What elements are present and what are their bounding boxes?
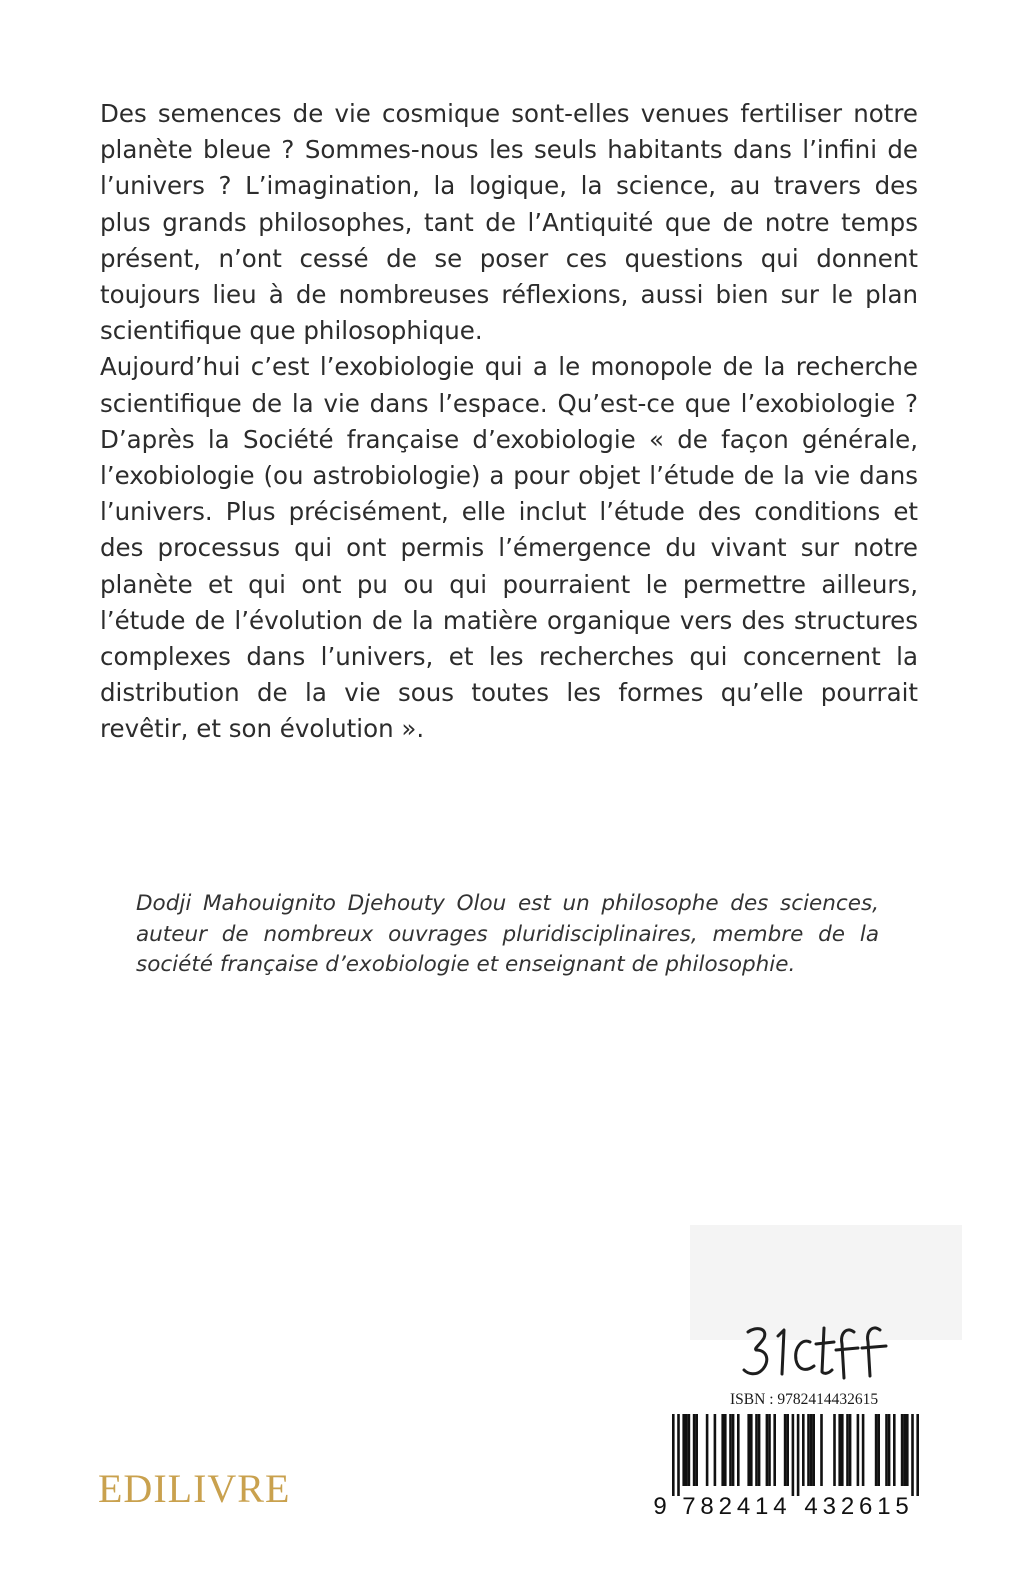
- barcode-bar: [693, 1414, 696, 1486]
- barcode-bar: [721, 1414, 724, 1486]
- barcode-digit: 3: [822, 1493, 836, 1520]
- barcode-bar: [833, 1414, 836, 1486]
- barcode-bar: [862, 1414, 865, 1486]
- barcode-bar: [784, 1414, 787, 1486]
- barcode-digit: 9: [653, 1493, 667, 1520]
- barcode-bar: [672, 1414, 675, 1496]
- barcode-bar: [682, 1414, 685, 1486]
- barcode-bar: [877, 1414, 880, 1486]
- barcode-bar: [885, 1414, 888, 1486]
- barcode-bar: [766, 1414, 769, 1486]
- barcode-bar: [812, 1414, 815, 1486]
- barcode-digit: 1: [877, 1493, 891, 1520]
- barcode-bar: [838, 1414, 841, 1486]
- barcode-bar: [875, 1414, 878, 1486]
- barcode-bar: [685, 1414, 688, 1486]
- barcode-bar: [810, 1414, 813, 1486]
- barcode-bar: [841, 1414, 844, 1486]
- barcode-bar: [737, 1414, 740, 1486]
- barcode-bar: [857, 1414, 860, 1486]
- barcode-bar: [688, 1414, 691, 1486]
- barcode-bar: [906, 1414, 909, 1486]
- barcode-bar: [732, 1414, 735, 1486]
- svg-text:EDILIVRE: EDILIVRE: [98, 1466, 291, 1511]
- barcode-bar: [901, 1414, 904, 1486]
- barcode-bar: [846, 1414, 849, 1486]
- barcode-bar: [706, 1414, 709, 1486]
- barcode-bar: [820, 1414, 823, 1486]
- barcode-bar: [792, 1414, 795, 1496]
- barcode-digit: 5: [895, 1493, 909, 1520]
- barcode-bar: [916, 1414, 919, 1496]
- barcode-digit: 1: [755, 1493, 769, 1520]
- barcode-digit: 4: [773, 1493, 787, 1520]
- barcode-bar: [797, 1414, 800, 1496]
- blurb-paragraph-1: Des semences de vie cosmique sont-elles venues fertiliser notre planète bleue ? Sommes-nous les seuls habitants dans l’infini de l’univers ? L’imagination, la logique, la science, au travers des plus grands philosophes, tant de l’Antiquité que de notre temps présent, n’ont cessé de se poser ces questions qui donnent toujours lieu à de nombreuses réflexions, aussi bien sur le plan scientifique que philosophique.: [100, 99, 918, 346]
- barcode-bar: [911, 1414, 914, 1496]
- barcode-bar: [888, 1414, 891, 1486]
- barcode-digit: 2: [718, 1493, 732, 1520]
- barcode-bar: [893, 1414, 896, 1486]
- barcode-bar: [773, 1414, 776, 1486]
- barcode-bar: [695, 1414, 698, 1486]
- barcode-digit: 7: [682, 1493, 696, 1520]
- barcode-digit: 4: [736, 1493, 751, 1520]
- barcode-bar: [802, 1414, 805, 1486]
- edilivre-logo: [98, 1460, 291, 1516]
- barcode-digit: 6: [859, 1493, 873, 1520]
- barcode: [650, 1410, 930, 1522]
- barcode-bar: [755, 1414, 758, 1486]
- barcode-bar: [729, 1414, 732, 1486]
- barcode-digit: 8: [700, 1493, 714, 1520]
- barcode-bar: [768, 1414, 771, 1486]
- barcode-bar: [807, 1414, 810, 1486]
- back-cover-blurb: [100, 96, 918, 748]
- author-bio: Dodji Mahouignito Djehouty Olou est un philosophe des sciences, auteur de nombreux ouvrages pluridisciplinaires, membre de la société française d’exobiologie et enseignant de philosophie.: [136, 891, 879, 978]
- barcode-bar: [724, 1414, 727, 1486]
- barcode-bar: [750, 1414, 753, 1486]
- barcode-bar: [747, 1414, 750, 1486]
- barcode-bar: [903, 1414, 906, 1486]
- barcode-bar: [714, 1414, 717, 1486]
- handwritten-price: [726, 1310, 926, 1390]
- barcode-digit: 4: [804, 1493, 818, 1520]
- barcode-bar: [758, 1414, 761, 1486]
- barcode-bar: [677, 1414, 680, 1496]
- isbn-label: ISBN : 9782414432615: [730, 1391, 879, 1408]
- barcode-bar: [786, 1414, 789, 1486]
- blurb-paragraph-2: Aujourd’hui c’est l’exobiologie qui a le monopole de la recherche scientifique de la vie dans l’espace. Qu’est-ce que l’exobiologie ? D’après la Société française d’exobiologie « de façon générale, l’exobiologie (ou astrobiologie) a pour objet l’étude de la vie dans l’univers. Plus précisément, elle inclut l’étude des conditions et des processus qui ont permis l’émergence du vivant sur notre planète et qui ont pu ou qui pourraient le permettre ailleurs, l’étude de l’évolution de la matière organique vers des structures complexes dans l’univers, et les recherches qui concernent la distribution de la vie sous toutes les formes qu’elle pourrait revêtir, et son évolution ».: [100, 352, 918, 744]
- barcode-digit: 2: [840, 1493, 855, 1520]
- barcode-bar: [849, 1414, 852, 1486]
